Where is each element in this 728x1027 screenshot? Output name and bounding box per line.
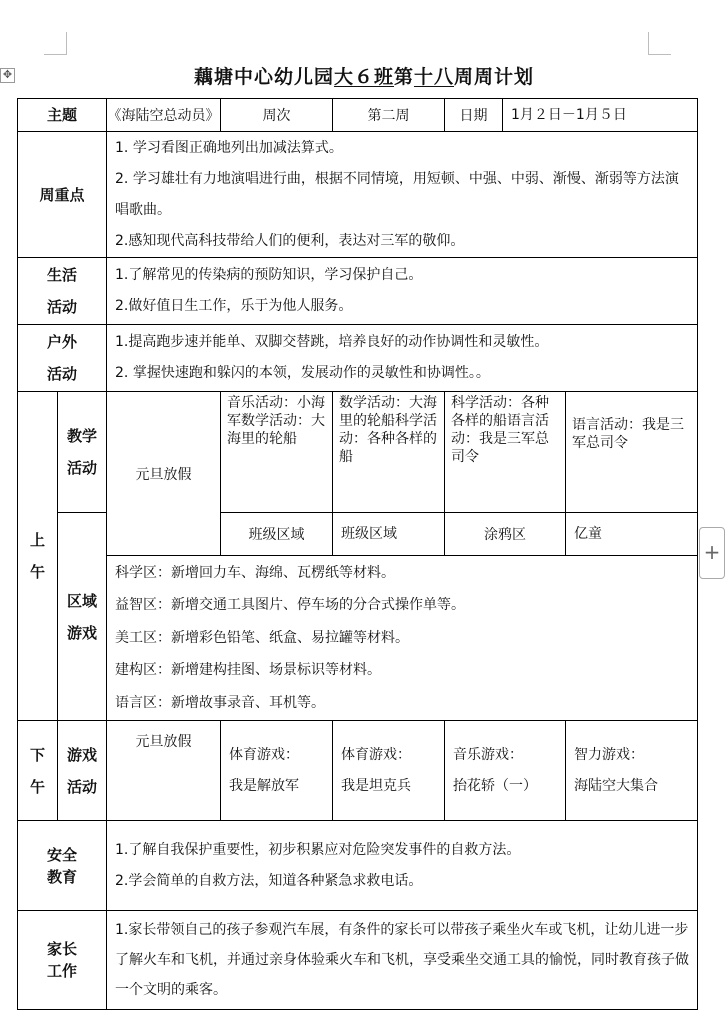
- game-type: 体育游戏：: [341, 746, 412, 763]
- table-move-handle-icon[interactable]: ✥: [0, 68, 15, 83]
- morning-label-2: 午: [29, 563, 45, 581]
- game-name: 海陆空大集合: [574, 777, 659, 794]
- teaching-label-2: 活动: [67, 459, 98, 477]
- game-1[interactable]: [221, 721, 333, 821]
- game-name: 抬花轿（一）: [453, 777, 538, 794]
- morning-label: [18, 392, 58, 721]
- game-3[interactable]: [445, 721, 566, 821]
- page-title: [0, 62, 728, 89]
- focus-item: 2.感知现代高科技带给人们的便利，表达对三军的敬仰。: [115, 232, 465, 249]
- game-4[interactable]: [566, 721, 698, 821]
- title-prefix: 藕塘中心幼儿园: [193, 66, 334, 88]
- area-item: 益智区：新增交通工具图片、停车场的分合式操作单等。: [115, 597, 466, 614]
- safety-label-1: 安全: [47, 845, 78, 864]
- life-content[interactable]: [107, 258, 698, 325]
- safety-row: [18, 821, 698, 911]
- life-label-2: 活动: [47, 298, 78, 316]
- parents-label: [18, 911, 107, 1010]
- page-corner-mark: [44, 32, 67, 55]
- outdoor-label-1: 户外: [47, 333, 78, 351]
- header-row: [18, 99, 698, 132]
- add-column-button[interactable]: +: [699, 527, 725, 579]
- page-corner-mark: [648, 32, 671, 55]
- game-2[interactable]: [333, 721, 445, 821]
- zone-3[interactable]: 涂鸦区: [445, 513, 566, 556]
- focus-item: 2. 学习雄壮有力地演唱进行曲，根据不同情境，用短顿、中强、中弱、渐慢、渐弱等方法演唱歌曲。: [115, 170, 679, 218]
- teaching-activity-3[interactable]: 科学活动：各种各样的船语言活动：我是三军总司令: [445, 392, 566, 513]
- focus-content[interactable]: [107, 132, 698, 258]
- parents-label-1: 家长: [47, 940, 78, 958]
- afternoon-label-1: 下: [29, 745, 45, 764]
- week-label: 周次: [221, 99, 333, 132]
- afternoon-label-2: 午: [29, 777, 45, 796]
- area-game-label: [58, 513, 107, 721]
- morning-holiday[interactable]: 元旦放假: [107, 392, 221, 556]
- morning-teaching-row: [18, 392, 698, 513]
- week-value[interactable]: 第二周: [333, 99, 445, 132]
- teaching-activity-1[interactable]: 音乐活动：小海军数学活动：大海里的轮船: [221, 392, 333, 513]
- game-type: 音乐游戏：: [453, 746, 524, 763]
- zone-1[interactable]: 班级区域: [221, 513, 333, 556]
- area-content[interactable]: [107, 556, 698, 721]
- parents-row: [18, 911, 698, 1010]
- morning-label-1: 上: [29, 531, 45, 549]
- area-label-1: 区域: [67, 591, 98, 610]
- life-row: [18, 258, 698, 325]
- afternoon-label: [18, 721, 58, 821]
- game-type: 体育游戏：: [229, 746, 300, 763]
- focus-label: 周重点: [18, 132, 107, 258]
- life-label-1: 生活: [47, 266, 78, 284]
- area-item: 语言区：新增故事录音、耳机等。: [115, 694, 326, 711]
- safety-content[interactable]: [107, 821, 698, 911]
- title-class: 大６班: [333, 66, 394, 88]
- game-name: 我是坦克兵: [341, 777, 412, 794]
- life-item: 1.了解常见的传染病的预防知识，学习保护自己。: [115, 267, 423, 283]
- game-label: [58, 721, 107, 821]
- game-name: 我是解放军: [229, 777, 300, 794]
- zone-4[interactable]: 亿童: [566, 513, 698, 556]
- theme-value[interactable]: 《海陆空总动员》: [107, 99, 221, 132]
- life-label: [18, 258, 107, 325]
- game-label-2: 活动: [67, 777, 98, 796]
- outdoor-label: [18, 325, 107, 392]
- outdoor-row: [18, 325, 698, 392]
- outdoor-item: 2. 掌握快速跑和躲闪的本领，发展动作的灵敏性和协调性。。: [115, 365, 490, 381]
- safety-item: 2.学会简单的自救方法，知道各种紧急求救电话。: [115, 872, 423, 889]
- zone-2[interactable]: 班级区域: [333, 513, 445, 556]
- afternoon-row: [18, 721, 698, 821]
- title-week: 十八: [414, 66, 455, 88]
- game-type: 智力游戏：: [574, 746, 645, 763]
- area-item: 科学区：新增回力车、海绵、瓦楞纸等材料。: [115, 564, 396, 581]
- weekly-plan-table: [17, 98, 698, 1010]
- game-label-1: 游戏: [67, 745, 98, 764]
- parents-content[interactable]: 1.家长带领自己的孩子参观汽车展，有条件的家长可以带孩子乘坐火车或飞机，让幼儿进一步了解火车和飞机，并通过亲身体验乘火车和飞机，享受乘坐交通工具的愉悦，同时教育孩子做一个文明的乘客。: [107, 911, 698, 1010]
- teaching-activity-2[interactable]: 数学活动：大海里的轮船科学活动：各种各样的船: [333, 392, 445, 513]
- area-label-2: 游戏: [67, 623, 98, 642]
- life-item: 2.做好值日生工作，乐于为他人服务。: [115, 298, 353, 314]
- safety-label: [18, 821, 107, 911]
- area-item: 美工区：新增彩色铅笔、纸盒、易拉罐等材料。: [115, 629, 410, 646]
- title-suffix: 周周计划: [454, 66, 535, 88]
- safety-item: 1.了解自我保护重要性，初步积累应对危险突发事件的自救方法。: [115, 841, 521, 858]
- focus-row: [18, 132, 698, 258]
- outdoor-label-2: 活动: [47, 365, 78, 383]
- safety-label-2: 教育: [47, 867, 78, 886]
- date-label: 日期: [445, 99, 503, 132]
- afternoon-holiday[interactable]: 元旦放假: [107, 721, 221, 821]
- teaching-label-1: 教学: [67, 427, 98, 445]
- area-item: 建构区：新增建构挂图、场景标识等材料。: [115, 662, 382, 679]
- parents-label-2: 工作: [47, 962, 78, 980]
- teaching-activity-4[interactable]: 语言活动：我是三军总司令: [566, 392, 698, 513]
- theme-label: 主题: [18, 99, 107, 132]
- outdoor-item: 1.提高跑步速并能单、双脚交替跳，培养良好的动作协调性和灵敏性。: [115, 334, 549, 350]
- focus-item: 1. 学习看图正确地列出加减法算式。: [115, 139, 343, 156]
- title-mid: 第: [393, 66, 414, 88]
- morning-area-row: [18, 556, 698, 721]
- teaching-label: [58, 392, 107, 513]
- outdoor-content[interactable]: [107, 325, 698, 392]
- date-value[interactable]: 1月２日－1月５日: [503, 99, 698, 132]
